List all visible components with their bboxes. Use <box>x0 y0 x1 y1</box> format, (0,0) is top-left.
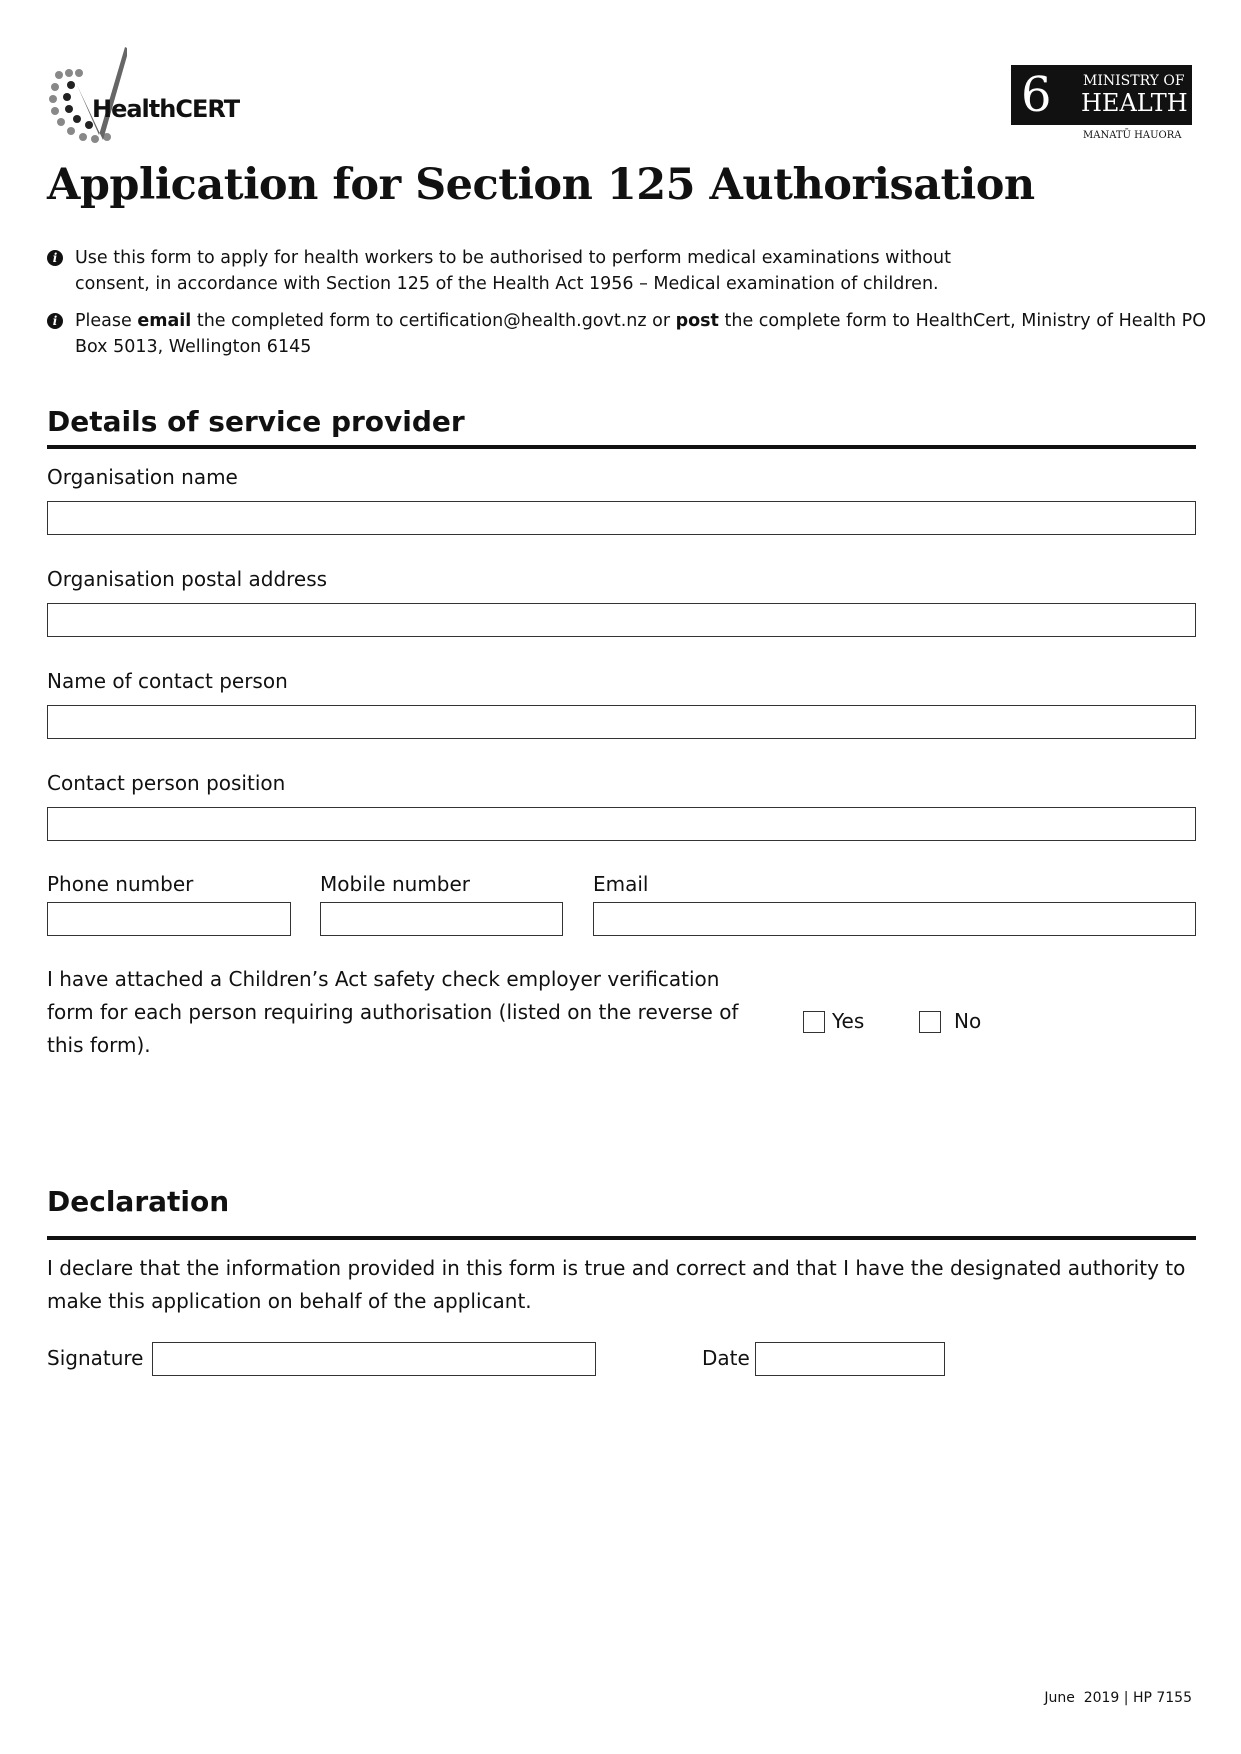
contact-person-label: Name of contact person <box>47 669 288 693</box>
moh-subtitle: MANATŪ HAUORA <box>1083 130 1182 141</box>
phone-label: Phone number <box>47 872 194 896</box>
healthcert-logo: HealthCERT <box>47 45 242 145</box>
no-label: No <box>954 1009 982 1033</box>
no-checkbox[interactable] <box>919 1011 941 1033</box>
postal-address-input[interactable] <box>47 603 1196 637</box>
info-icon: i <box>47 313 63 329</box>
section-heading-declaration: Declaration <box>47 1185 230 1218</box>
contact-person-input[interactable] <box>47 705 1196 739</box>
postal-address-label: Organisation postal address <box>47 567 328 591</box>
date-input[interactable] <box>755 1342 945 1376</box>
section-heading-service-provider: Details of service provider <box>47 405 465 438</box>
contact-position-input[interactable] <box>47 807 1196 841</box>
organisation-name-label: Organisation name <box>47 465 238 489</box>
section-divider <box>47 445 1196 449</box>
signature-input[interactable] <box>152 1342 596 1376</box>
attachment-statement: I have attached a Children’s Act safety check employer verification form for each person requiring authorisation (listed on the reverse of this form). <box>47 967 739 1057</box>
email-input[interactable] <box>593 902 1196 936</box>
organisation-name-input[interactable] <box>47 501 1196 535</box>
footer-reference: June 2019 | HP 7155 <box>1044 1690 1192 1706</box>
yes-checkbox[interactable] <box>803 1011 825 1033</box>
mobile-input[interactable] <box>320 902 563 936</box>
phone-input[interactable] <box>47 902 291 936</box>
info-note-2: i Please email the completed form to certification@health.govt.nz or post the complete form to HealthCert, Ministry of Health PO Box 5013, Wellington 6145 <box>47 308 1207 360</box>
info-icon: i <box>47 250 63 266</box>
ministry-of-health-logo: 6 MINISTRY OF HEALTH <box>1011 65 1192 125</box>
mobile-label: Mobile number <box>320 872 471 896</box>
email-label: Email <box>593 872 649 896</box>
declaration-text: I declare that the information provided in this form is true and correct and that I have the designated authority to make this application on behalf of the applicant. <box>47 1256 1186 1313</box>
contact-position-label: Contact person position <box>47 771 286 795</box>
date-label: Date <box>702 1346 750 1370</box>
signature-label: Signature <box>47 1346 144 1370</box>
yes-label: Yes <box>832 1009 865 1033</box>
page-title: Application for Section 125 Authorisation <box>47 160 1035 210</box>
info-note-1: i Use this form to apply for health workers to be authorised to perform medical examinations without consent, in accordance with Section 125 of the Health Act 1956 – Medical examination of children. <box>47 245 1207 297</box>
koru-icon: 6 <box>1021 67 1052 123</box>
section-divider <box>47 1236 1196 1240</box>
